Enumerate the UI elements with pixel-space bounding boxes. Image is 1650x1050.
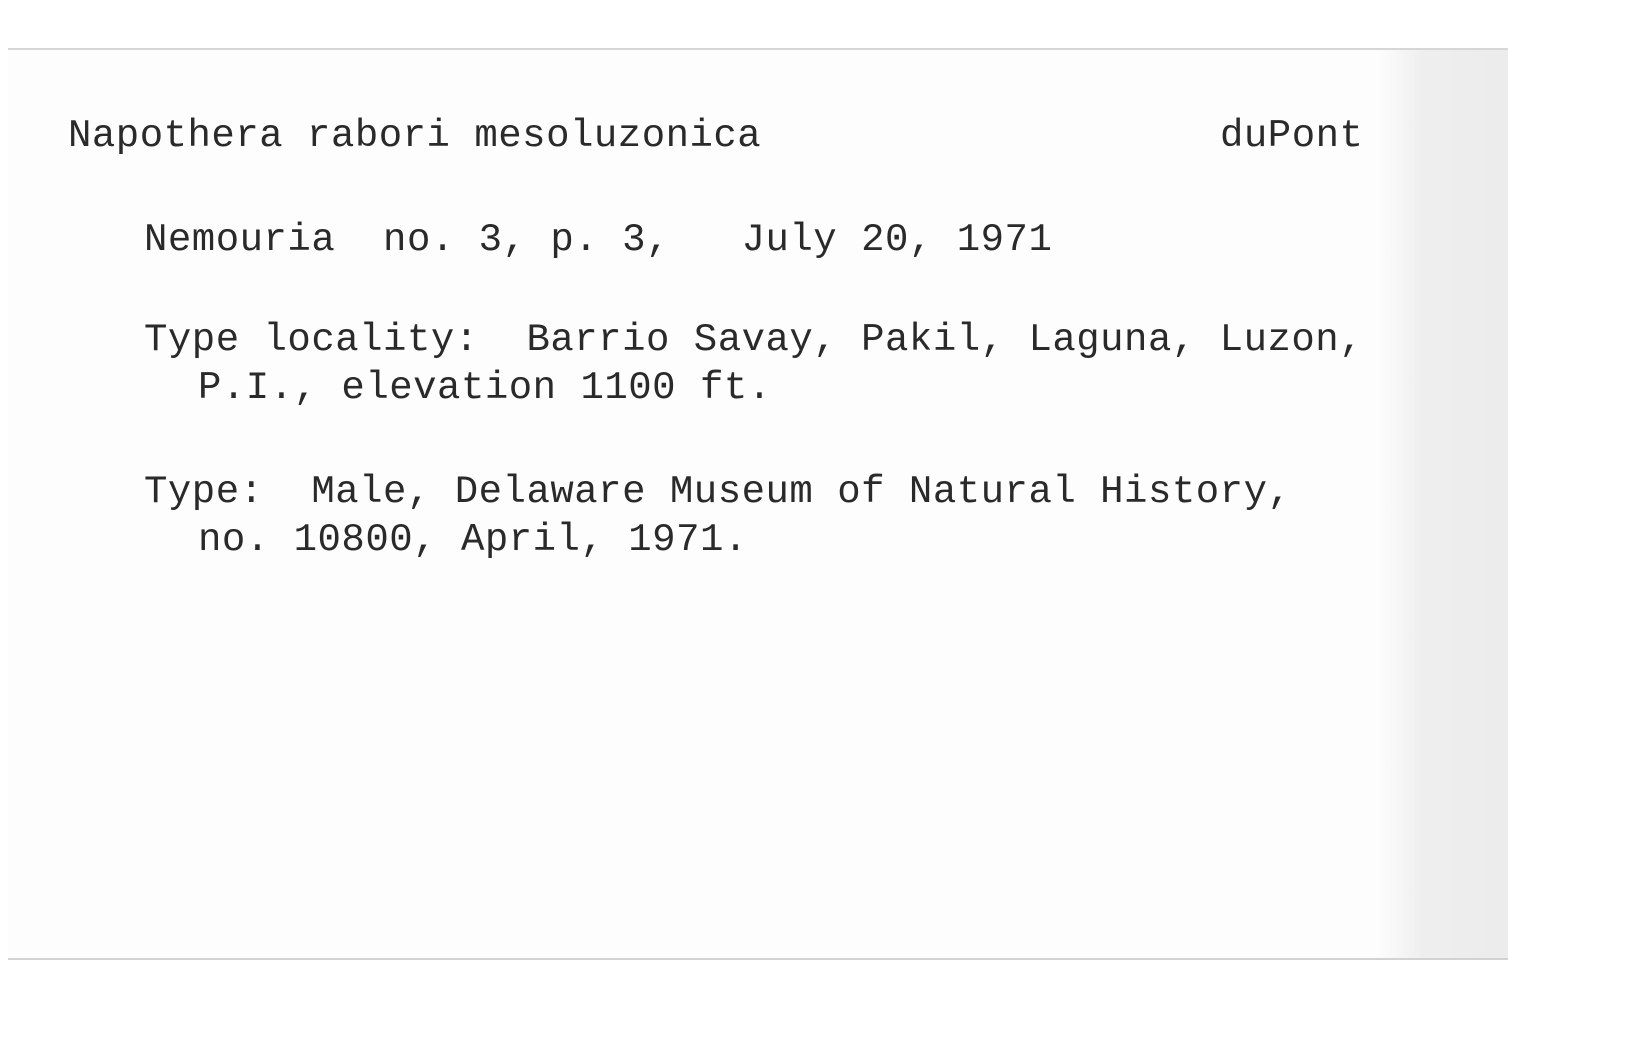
type-locality-line-1: Type locality: Barrio Savay, Pakil, Laguna, Luzon, bbox=[144, 318, 1364, 362]
taxon-name: Napothera rabori mesoluzonica bbox=[68, 114, 762, 158]
card-text-area bbox=[8, 50, 1508, 958]
author-name: duPont bbox=[1220, 114, 1364, 158]
publication-reference: Nemouria no. 3, p. 3, July 20, 1971 bbox=[144, 218, 1053, 262]
type-locality-line-2: P.I., elevation 1100 ft. bbox=[198, 366, 772, 410]
type-specimen-line-1: Type: Male, Delaware Museum of Natural History, bbox=[144, 470, 1292, 514]
type-specimen-line-2: no. 10800, April, 1971. bbox=[198, 518, 748, 562]
index-card bbox=[8, 48, 1508, 960]
